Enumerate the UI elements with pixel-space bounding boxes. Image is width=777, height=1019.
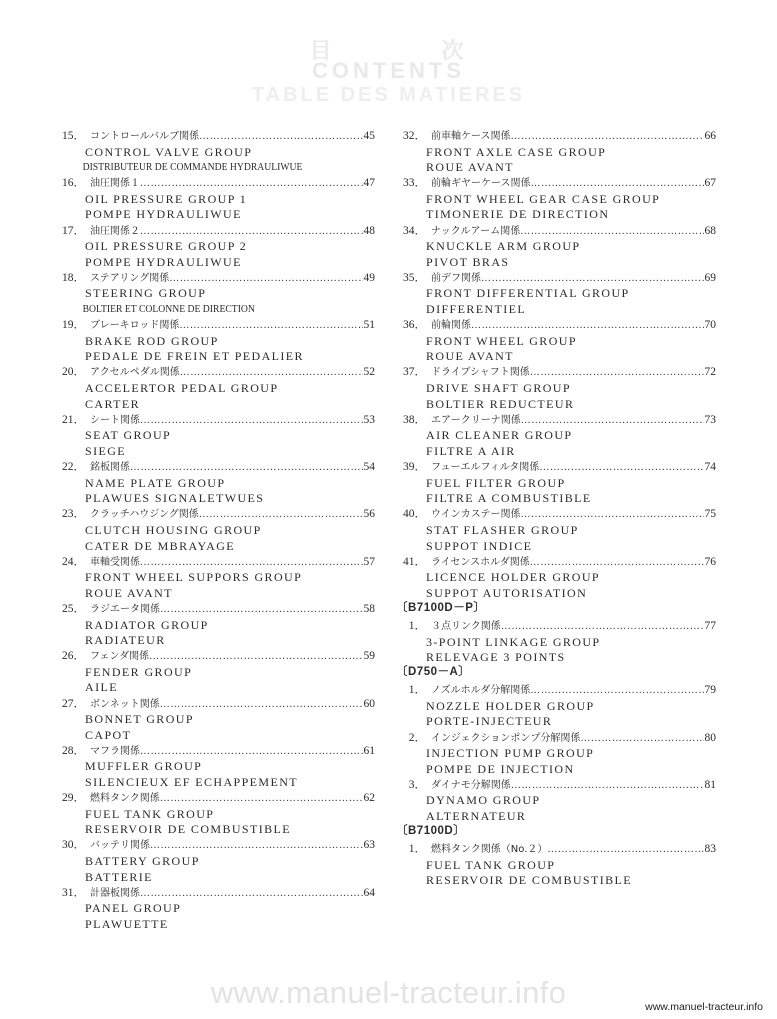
entry-number: 28． [62,744,85,757]
dot-leader [130,460,363,476]
entry-title-en: FRONT DIFFERENTIAL GROUP [426,286,630,301]
toc-entry-heading [55,886,375,902]
entry-number: 16． [62,177,85,190]
entry-page-number: 56 [363,508,375,521]
watermark-text: www.manuel-tracteur.info [210,975,567,1010]
entry-title-fr: PORTE-INJECTEUR [426,714,553,729]
entry-number: 40． [403,508,426,521]
toc-entry-heading [55,555,375,571]
dot-leader [531,176,704,192]
entry-page-number: 49 [363,271,375,284]
entry-title-jp: コントロールバルブ関係 [90,131,200,142]
entry-page-number: 51 [363,319,375,332]
toc-entry-heading [55,602,375,618]
entry-title-en: STEERING GROUP [85,286,207,301]
dot-leader [140,176,363,192]
toc-entry[interactable] [396,460,716,507]
toc-entry-heading [55,791,375,807]
toc-entry[interactable] [55,791,375,838]
dot-leader [199,129,362,145]
toc-entry[interactable] [396,413,716,460]
toc-entry[interactable] [396,365,716,412]
toc-entry-heading [396,555,716,571]
entry-number: 35． [403,271,426,284]
entry-title-jp: エアークリーナ関係 [431,414,521,426]
toc-right-column [396,129,716,889]
entry-page-number: 81 [704,778,716,791]
toc-entry-heading [396,176,716,192]
entry-number: 18． [62,271,85,284]
section-heading: 〔B7100D－P〕 [396,601,486,614]
entry-title-jp: ナックルアーム関係 [431,225,521,237]
entry-title-fr: CATER DE MBRAYAGE [85,538,236,553]
entry-number: 22． [62,461,85,474]
entry-title-jp: ステアリング関係 [90,272,170,284]
entry-title-en: FRONT WHEEL GEAR CASE GROUP [426,191,661,206]
entry-title-en: FENDER GROUP [85,664,193,679]
dot-leader [580,731,703,747]
entry-title-fr: ALTERNATEUR [426,809,527,824]
entry-title-en: FUEL TANK GROUP [426,857,556,872]
entry-title-en: SEAT GROUP [85,428,172,443]
entry-title-en: OIL PRESSURE GROUP 1 [85,191,248,206]
entry-title-fr: DIFFERENTIEL [426,302,527,317]
entry-title-en: FUEL FILTER GROUP [426,475,566,490]
dot-leader [521,413,704,429]
entry-title-jp: ドライブシャフト関係 [431,367,530,379]
dot-leader [179,318,362,334]
entry-page-number: 77 [704,619,716,632]
entry-title-en: RADIATOR GROUP [85,617,209,632]
toc-entry-heading [55,460,375,476]
toc-entry-heading [396,460,716,476]
toc-entry-heading [396,365,716,381]
entry-title-fr: TIMONERIE DE DIRECTION [426,207,610,222]
entry-title-jp: 車軸受関係 [90,556,140,568]
entry-title-jp: ダイナモ分解関係 [431,779,511,791]
entry-title-en: CONTROL VALVE GROUP [85,144,253,159]
entry-number: 27． [62,697,85,710]
entry-title-jp: 燃料タンク関係（No.２） [431,844,548,856]
entry-page-number: 58 [363,602,375,615]
toc-entry[interactable] [396,778,716,825]
entry-page-number: 59 [363,650,375,663]
entry-title-en: FRONT WHEEL GROUP [426,333,577,348]
dot-leader [140,555,363,571]
entry-number: 21． [62,413,85,426]
entry-page-number: 53 [363,413,375,426]
entry-title-jp: 計器板関係 [90,887,140,899]
dot-leader [511,129,704,145]
entry-title-en: INJECTION PUMP GROUP [426,746,595,761]
entry-title-fr: ROUE AVANT [85,585,173,600]
entry-page-number: 79 [704,684,716,697]
footer-url[interactable]: www.manuel-tracteur.info [645,1001,763,1013]
toc-entry-heading [396,271,716,287]
entry-title-jp: バッテリ関係 [90,840,150,852]
toc-entry[interactable] [55,129,375,176]
dot-leader [160,697,363,713]
toc-entry[interactable] [55,318,375,365]
toc-entry-heading [396,683,716,699]
toc-entry-heading [396,129,716,145]
entry-number: 30． [62,839,85,852]
toc-entry[interactable] [55,744,375,791]
entry-title-jp: 前輪ギヤーケース関係 [431,178,531,190]
entry-page-number: 63 [363,839,375,852]
entry-title-en: FRONT AXLE CASE GROUP [426,144,607,159]
dot-leader [160,602,363,618]
toc-entry[interactable] [396,507,716,554]
toc-entry[interactable] [55,460,375,507]
dot-leader [520,224,703,240]
entry-title-jp: 燃料タンク関係 [90,793,160,805]
toc-entry-heading [55,697,375,713]
toc-entry[interactable] [55,271,375,318]
entry-number: 39． [403,461,426,474]
toc-entry[interactable] [55,365,375,412]
entry-number: 24． [62,555,85,568]
entry-number: 1． [408,684,426,697]
entry-title-en: 3-POINT LINKAGE GROUP [426,634,601,649]
entry-title-en: BONNET GROUP [85,712,194,727]
toc-entry[interactable] [55,555,375,602]
entry-page-number: 76 [704,555,716,568]
entry-number: 29． [62,792,85,805]
entry-page-number: 61 [363,744,375,757]
entry-page-number: 80 [704,731,716,744]
dot-leader [150,838,363,854]
entry-title-jp: 前デフ関係 [431,272,481,284]
entry-title-fr: SILENCIEUX EF ECHAPPEMENT [85,775,299,790]
toc-entry[interactable] [55,697,375,744]
section-heading: 〔B7100D〕 [396,825,466,838]
entry-page-number: 69 [704,271,716,284]
toc-entry-heading [396,731,716,747]
entry-page-number: 54 [363,461,375,474]
toc-entry-heading [55,838,375,854]
entry-title-jp: 銘板関係 [90,462,130,474]
toc-entry[interactable] [55,886,375,933]
entry-title-jp: ボンネット関係 [90,698,160,710]
entry-title-fr: RESERVOIR DE COMBUSTIBLE [85,822,291,837]
dot-leader [511,778,704,794]
entry-page-number: 74 [704,461,716,474]
entry-title-fr: AILE [85,680,118,695]
toc-entry[interactable] [55,176,375,223]
toc-entry-heading [396,619,716,635]
toc-entry-heading [396,224,716,240]
entry-title-jp: ウインカステー関係 [431,509,521,521]
toc-entry-heading [396,778,716,794]
entry-page-number: 83 [704,843,716,856]
dot-leader [160,791,363,807]
entry-title-jp: ブレーキロッド関係 [90,320,180,332]
dot-leader [140,413,363,429]
entry-title-fr: PEDALE DE FREIN ET PEDALIER [85,349,304,364]
entry-title-jp: 油圧関係１ [90,178,140,190]
entry-title-en: DYNAMO GROUP [426,793,541,808]
entry-title-en: FUEL TANK GROUP [85,806,215,821]
dot-leader [180,365,363,381]
toc-left-column [55,129,375,933]
toc-entry[interactable] [55,224,375,271]
entry-page-number: 60 [363,697,375,710]
dot-leader [539,460,703,476]
entry-number: 20． [62,366,85,379]
entry-number: 31． [62,886,85,899]
toc-entry-heading [55,318,375,334]
entry-title-fr: POMPE HYDRAULIWUE [85,254,242,269]
entry-title-jp: ライセンスホルダ関係 [431,556,530,568]
entry-page-number: 67 [704,177,716,190]
entry-title-en: BRAKE ROD GROUP [85,333,219,348]
entry-title-en: ACCELERTOR PEDAL GROUP [85,381,279,396]
toc-entry[interactable] [396,129,716,176]
entry-title-en: AIR CLEANER GROUP [426,428,573,443]
entry-title-fr: SIEGE [85,443,126,458]
entry-title-en: STAT FLASHER GROUP [426,522,579,537]
entry-page-number: 52 [363,366,375,379]
toc-entry[interactable] [396,318,716,365]
dot-leader [481,271,704,287]
entry-title-fr: RESERVOIR DE COMBUSTIBLE [426,873,632,888]
entry-title-jp: 油圧関係２ [90,225,140,237]
entry-page-number: 64 [363,886,375,899]
dot-leader [140,224,363,240]
entry-page-number: 66 [704,130,716,142]
dot-leader [140,886,363,902]
toc-entry[interactable] [55,602,375,649]
entry-title-fr: RELEVAGE 3 POINTS [426,650,566,665]
entry-number: 2． [408,731,426,744]
toc-entry-heading [55,649,375,665]
toc-entry[interactable] [396,224,716,271]
entry-title-en: DRIVE SHAFT GROUP [426,381,571,396]
entry-title-fr: BATTERIE [85,869,153,884]
entry-page-number: 73 [704,413,716,426]
entry-title-jp: ３点リンク関係 [431,620,501,632]
dot-leader [501,619,704,635]
dot-leader [530,365,704,381]
page-title-fr: TABLE DES MATIERES [251,84,526,106]
toc-entry[interactable] [396,176,716,223]
entry-title-en: CLUTCH HOUSING GROUP [85,522,262,537]
toc-entry[interactable] [396,731,716,778]
toc-entry[interactable] [55,838,375,885]
dot-leader [471,318,704,334]
entry-title-jp: アクセルペダル関係 [90,367,180,379]
dot-leader [199,507,363,523]
section-heading: 〔D750－A〕 [396,666,471,679]
toc-entry-heading [396,413,716,429]
toc-entry-heading [55,129,375,145]
toc-entry[interactable] [396,683,716,730]
entry-title-en: NAME PLATE GROUP [85,475,226,490]
page-title-jp: 目 次 [309,38,508,63]
entry-title-en: LICENCE HOLDER GROUP [426,570,600,585]
entry-title-jp: ノズルホルダ分解関係 [431,685,531,697]
entry-title-fr: FILTRE A AIR [426,443,516,458]
entry-page-number: 47 [363,177,375,190]
toc-entry-heading [55,271,375,287]
toc-entry[interactable] [396,619,716,666]
entry-title-jp: フェンダ関係 [90,651,150,663]
entry-title-en: OIL PRESSURE GROUP 2 [85,239,248,254]
dot-leader [169,271,362,287]
entry-page-number: 57 [363,555,375,568]
entry-number: 1． [408,619,426,632]
entry-title-fr: FILTRE A COMBUSTIBLE [426,491,592,506]
entry-title-en: KNUCKLE ARM GROUP [426,239,581,254]
entry-title-en: NOZZLE HOLDER GROUP [426,698,595,713]
toc-entry[interactable] [396,555,716,602]
page-title-en: CONTENTS [312,58,465,83]
entry-number: 33． [403,177,426,190]
entry-title-fr: PIVOT BRAS [426,254,510,269]
entry-title-jp: シート関係 [90,414,140,426]
entry-title-fr: ROUE AVANT [426,349,514,364]
entry-number: 34． [403,224,426,237]
dot-leader [140,744,363,760]
entry-title-fr: POMPE HYDRAULIWUE [85,207,242,222]
entry-number: 23． [62,508,85,521]
entry-title-en: BATTERY GROUP [85,854,200,869]
toc-entry[interactable] [396,842,716,889]
toc-entry-heading [55,744,375,760]
entry-number: 25． [62,602,85,615]
entry-page-number: 48 [363,224,375,237]
toc-entry-heading [55,365,375,381]
entry-title-fr: RADIATEUR [85,633,166,648]
entry-page-number: 75 [704,508,716,521]
entry-title-fr: BOLTIER ET COLONNE DE DIRECTION [82,304,255,316]
toc-entry-heading [396,842,716,858]
dot-leader [530,683,703,699]
entry-title-jp: マフラ関係 [90,745,140,757]
dot-leader [530,555,704,571]
entry-title-fr: DISTRIBUTEUR DE COMMANDE HYDRAULIWUE [82,162,303,174]
entry-title-jp: クラッチハウジング関係 [90,509,199,521]
entry-title-jp: 前輪関係 [431,320,471,332]
entry-page-number: 68 [704,224,716,237]
toc-entry-heading [55,224,375,240]
toc-entry[interactable] [396,271,716,318]
entry-number: 3． [408,778,426,791]
entry-number: 38． [403,413,426,426]
entry-number: 32． [403,130,426,142]
entry-title-jp: 前車軸ケース関係 [431,131,511,142]
entry-page-number: 62 [363,792,375,805]
entry-number: 41． [403,555,426,568]
entry-title-fr: PLAWUES SIGNALETWUES [85,491,265,506]
toc-entry-heading [396,318,716,334]
entry-number: 15． [62,130,85,142]
toc-entry-heading [396,507,716,523]
entry-title-fr: CARTER [85,396,141,411]
entry-title-fr: POMPE DE INJECTION [426,761,575,776]
toc-entry-heading [55,176,375,192]
entry-title-jp: インジェクションポンプ分解関係 [431,732,581,744]
entry-title-jp: フューエルフィルタ関係 [431,462,540,474]
entry-number: 36． [403,319,426,332]
entry-title-fr: BOLTIER REDUCTEUR [426,396,575,411]
entry-title-fr: ROUE AVANT [426,160,514,175]
entry-number: 26． [62,650,85,663]
entry-number: 17． [62,224,85,237]
toc-entry[interactable] [55,649,375,696]
entry-title-fr: PLAWUETTE [85,916,169,931]
entry-title-jp: ラジエータ関係 [90,603,160,615]
entry-title-fr: SUPPOT AUTORISATION [426,585,588,600]
entry-page-number: 70 [704,319,716,332]
toc-entry[interactable] [55,507,375,554]
entry-title-en: PANEL GROUP [85,901,182,916]
dot-leader [149,649,362,665]
dot-leader [547,842,703,858]
dot-leader [521,507,704,523]
entry-number: 1． [408,843,426,856]
entry-title-fr: SUPPOT INDICE [426,538,533,553]
toc-entry-heading [55,507,375,523]
entry-title-en: MUFFLER GROUP [85,759,203,774]
entry-number: 37． [403,366,426,379]
toc-entry[interactable] [55,413,375,460]
entry-page-number: 72 [704,366,716,379]
entry-page-number: 45 [363,130,375,142]
toc-entry-heading [55,413,375,429]
entry-title-fr: CAPOT [85,727,132,742]
entry-number: 19． [62,319,85,332]
entry-title-en: FRONT WHEEL SUPPORS GROUP [85,570,303,585]
